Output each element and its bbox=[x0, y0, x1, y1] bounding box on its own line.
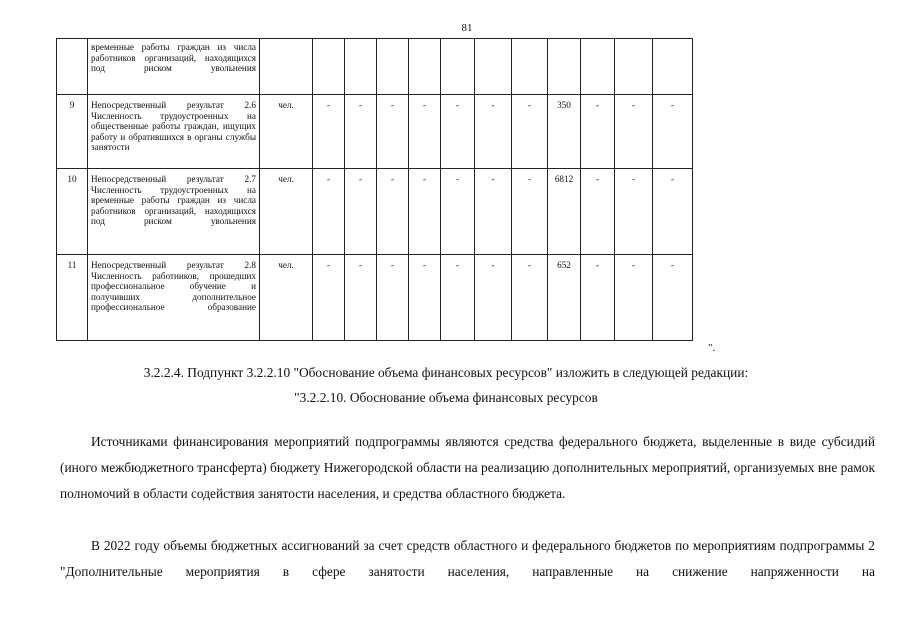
row-description: Непосредственный результат 2.8 Численность работников, прошедших профессиональное обучение и получивших дополнительное профессиональное образование bbox=[88, 255, 260, 341]
row-unit: чел. bbox=[260, 169, 313, 255]
table-cell: - bbox=[615, 255, 653, 341]
table-cell: 652 bbox=[548, 255, 581, 341]
table-cell: - bbox=[512, 95, 548, 169]
table-cell bbox=[345, 39, 377, 95]
table-cell bbox=[313, 39, 345, 95]
paragraph-budget-2022: В 2022 году объемы бюджетных ассигнований за счет средств областного и федерального бюджетов по мероприятиям подпрограммы 2 "Дополнительные мероприятия в сфере занятости населения, направленные на снижение напряженности на bbox=[60, 538, 875, 579]
item-heading: 3.2.2.4. Подпункт 3.2.2.10 "Обоснование объема финансовых ресурсов" изложить в следующей редакции: bbox=[143, 365, 749, 380]
row-description: Непосредственный результат 2.7 Численность трудоустроенных на временные работы граждан из числа работников организаций, находящихся под риском увольнения bbox=[88, 169, 260, 255]
table-cell: - bbox=[441, 95, 475, 169]
table-cell: - bbox=[409, 255, 441, 341]
table-cell bbox=[653, 39, 693, 95]
paragraph-funding-sources: Источниками финансирования мероприятий подпрограммы являются средства федерального бюджета, выделенные в виде субсидий (иного межбюджетного трансферта) бюджету Нижегородской области на реализацию дополнительных мероприятий, организуемых вне рамок полномочий в области содействия занятости населения, и средства областного бюджета. bbox=[60, 434, 875, 501]
table-cell: - bbox=[409, 95, 441, 169]
page-number: 81 bbox=[461, 22, 473, 34]
table-cell: - bbox=[377, 169, 409, 255]
table-cell: - bbox=[615, 95, 653, 169]
table-cell: 350 bbox=[548, 95, 581, 169]
table-cell bbox=[548, 39, 581, 95]
table-cell bbox=[441, 39, 475, 95]
row-unit: чел. bbox=[260, 95, 313, 169]
closing-quote: ". bbox=[708, 342, 716, 354]
table-cell: - bbox=[512, 255, 548, 341]
table-cell: - bbox=[377, 95, 409, 169]
table-row bbox=[57, 169, 693, 255]
row-unit bbox=[260, 39, 313, 95]
table-cell bbox=[409, 39, 441, 95]
table-cell bbox=[615, 39, 653, 95]
table-cell: - bbox=[653, 169, 693, 255]
row-number: 9 bbox=[57, 95, 88, 169]
row-description: Непосредственный результат 2.6 Численность трудоустроенных на общественные работы граждан, ищущих работу и обратившихся в органы службы занятости bbox=[88, 95, 260, 169]
table-cell: - bbox=[377, 255, 409, 341]
table-cell: - bbox=[653, 95, 693, 169]
table-cell: - bbox=[512, 169, 548, 255]
table-cell bbox=[581, 39, 615, 95]
table-cell: - bbox=[409, 169, 441, 255]
table-cell: - bbox=[581, 169, 615, 255]
section-title: "3.2.2.10. Обоснование объема финансовых ресурсов bbox=[294, 390, 598, 405]
row-unit: чел. bbox=[260, 255, 313, 341]
table-cell: - bbox=[345, 169, 377, 255]
table-cell: - bbox=[615, 169, 653, 255]
table-cell: - bbox=[653, 255, 693, 341]
table-cell bbox=[512, 39, 548, 95]
row-number: 10 bbox=[57, 169, 88, 255]
table-cell: - bbox=[345, 95, 377, 169]
table-cell: - bbox=[313, 95, 345, 169]
row-number bbox=[57, 39, 88, 95]
table-row bbox=[57, 255, 693, 341]
results-table bbox=[56, 38, 693, 341]
table-cell: - bbox=[475, 95, 512, 169]
row-number: 11 bbox=[57, 255, 88, 341]
table-cell: 6812 bbox=[548, 169, 581, 255]
table-cell: - bbox=[345, 255, 377, 341]
table-cell: - bbox=[475, 255, 512, 341]
table-cell bbox=[377, 39, 409, 95]
table-cell: - bbox=[581, 95, 615, 169]
table-cell: - bbox=[475, 169, 512, 255]
table-cell bbox=[475, 39, 512, 95]
table-cell: - bbox=[313, 255, 345, 341]
table-cell: - bbox=[581, 255, 615, 341]
table-cell: - bbox=[441, 169, 475, 255]
table-row bbox=[57, 39, 693, 95]
row-description: временные работы граждан из числа работников организаций, находящихся под риском увольнения bbox=[88, 39, 260, 95]
table-cell: - bbox=[441, 255, 475, 341]
table-row bbox=[57, 95, 693, 169]
table-cell: - bbox=[313, 169, 345, 255]
